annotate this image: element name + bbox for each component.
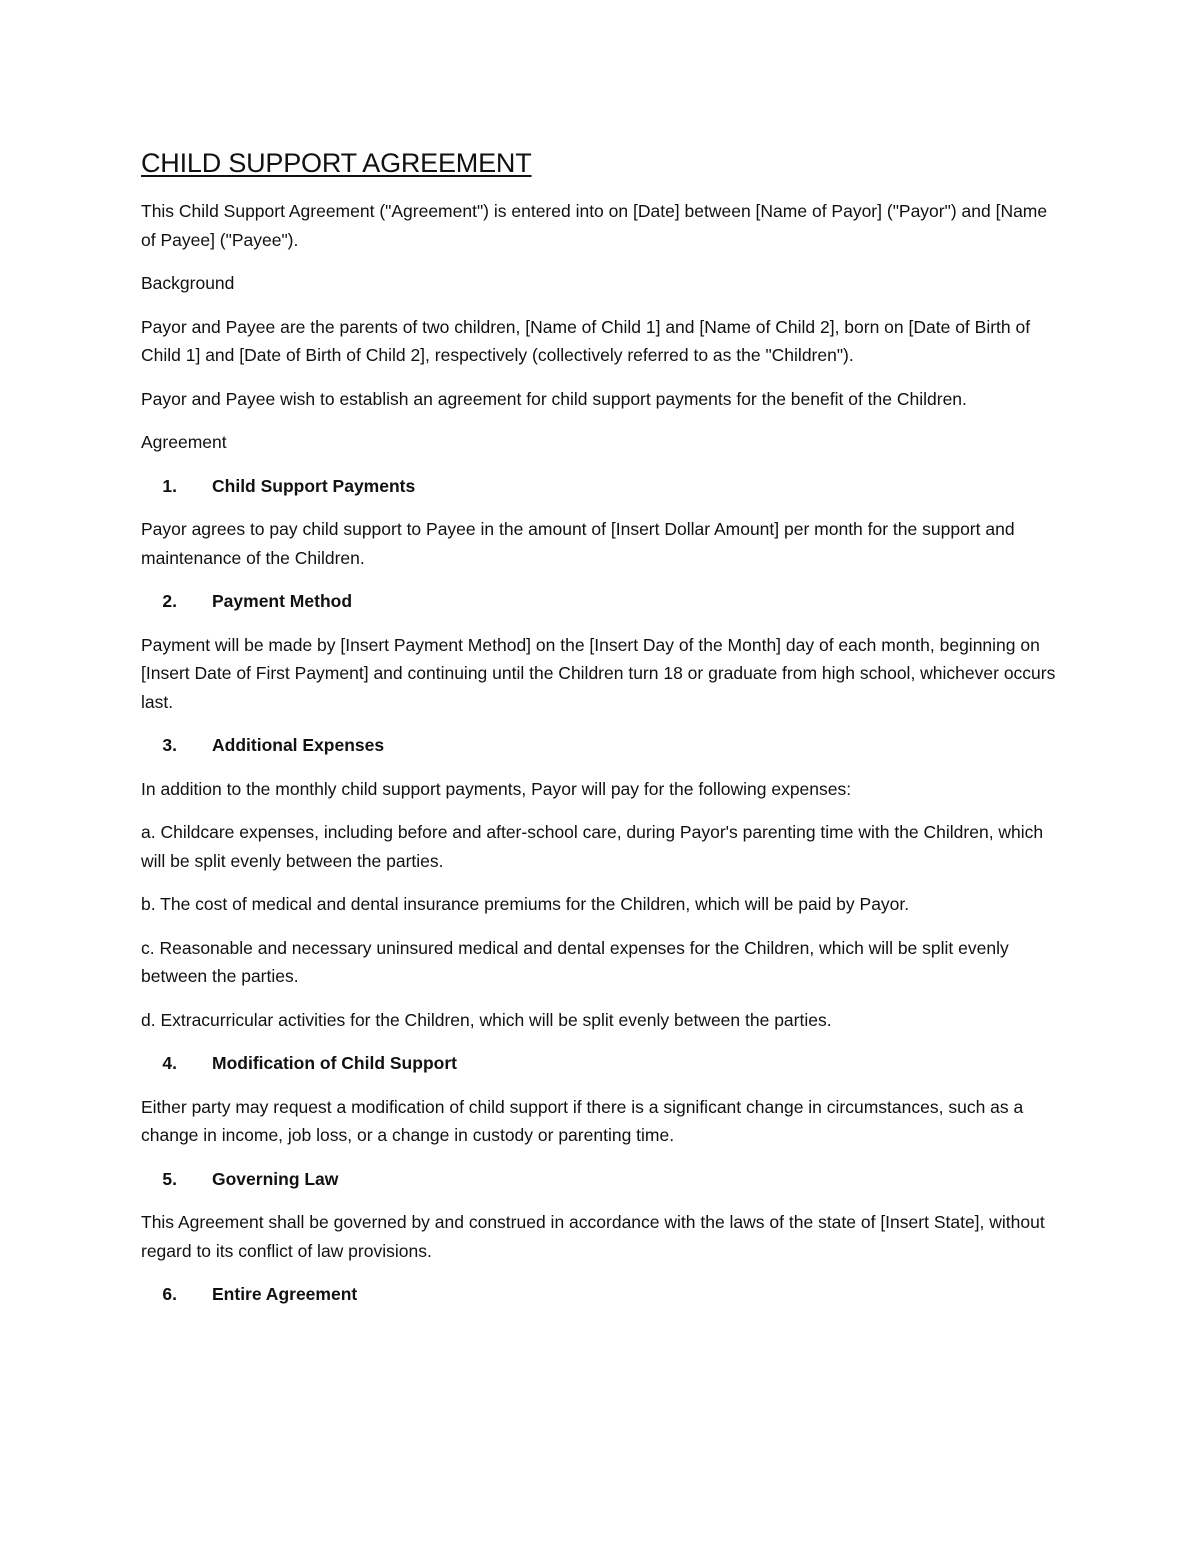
section-title: Additional Expenses [212,735,385,755]
background-paragraph-1: Payor and Payee are the parents of two children, [Name of Child 1] and [Name of Child 2], born on [Date of Birth of Child 1] and [Date of Birth of Child 2], respectively (collectively referred to as the "Children"). [141,316,1031,365]
expense-item-a: a. Childcare expenses, including before and after-school care, during Payor's parenting time with the Children, which will be split evenly between the parties. [141,822,1044,871]
expense-item-c: c. Reasonable and necessary uninsured medical and dental expenses for the Children, which will be split evenly between the parties. [141,937,1009,986]
section-number: 1. [162,475,177,496]
section-title: Governing Law [212,1168,339,1189]
section-number: 6. [162,1284,177,1304]
background-heading: Background [141,273,235,293]
section-title: Entire Agreement [212,1284,358,1304]
section-title: Modification of Child Support [212,1053,457,1073]
section-paragraph: Payment will be made by [Insert Payment Method] on the [Insert Day of the Month] day of each month, beginning on [Insert Date of First Payment] and continuing until the Children turn 18 or graduate from high school, whichever occurs last. [141,634,1056,712]
section-number: 4. [162,1053,177,1073]
section-paragraph: This Agreement shall be governed by and construed in accordance with the laws of the state of [Insert State], without regard to its conflict of law provisions. [141,1212,1045,1261]
document-page [141,146,1061,1324]
section-heading [141,1280,1061,1309]
section-number: 2. [162,591,177,611]
section-paragraph: Payor agrees to pay child support to Payee in the amount of [Insert Dollar Amount] per month for the support and maintenance of the Children. [141,519,1015,568]
section-heading [141,1165,1061,1194]
intro-paragraph: This Child Support Agreement ("Agreement") is entered into on [Date] between [Name of Payor] ("Payor") and [Name of Payee] ("Payee"). [141,201,1048,250]
section-heading [141,731,1061,760]
section-heading [141,472,1061,501]
section-number: 3. [162,735,177,755]
section-paragraph: In addition to the monthly child support payments, Payor will pay for the following expenses: [141,778,852,799]
document-title: CHILD SUPPORT AGREEMENT [141,148,532,178]
agreement-heading: Agreement [141,432,227,452]
section-number: 5. [162,1168,177,1189]
section-paragraph: Either party may request a modification of child support if there is a significant change in circumstances, such as a change in income, job loss, or a change in custody or parenting time. [141,1096,1024,1145]
expense-item-b: b. The cost of medical and dental insurance premiums for the Children, which will be paid by Payor. [141,894,910,914]
section-heading [141,587,1061,616]
section-title: Payment Method [212,591,353,611]
background-paragraph-2: Payor and Payee wish to establish an agreement for child support payments for the benefit of the Children. [141,388,967,409]
section-title: Child Support Payments [212,475,416,496]
expense-item-d: d. Extracurricular activities for the Children, which will be split evenly between the parties. [141,1009,832,1030]
section-heading [141,1049,1061,1078]
